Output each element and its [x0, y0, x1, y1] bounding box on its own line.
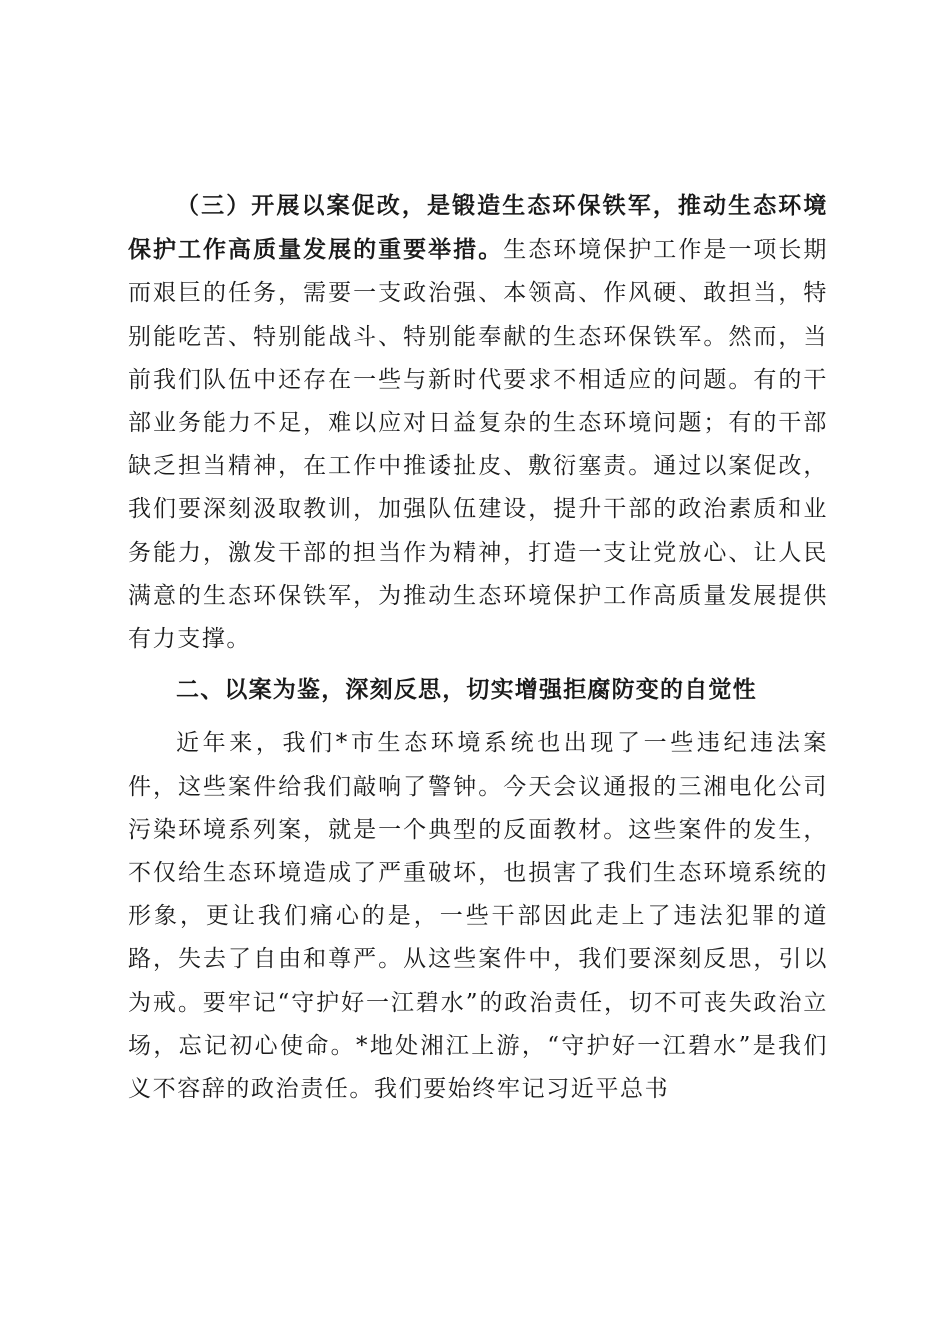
section-3-paragraph [128, 184, 828, 661]
section-2-heading: 二、以案为鉴，深刻反思，切实增强拒腐防变的自觉性 [176, 677, 757, 704]
document-body [128, 184, 828, 1111]
section-2-paragraph: 近年来，我们*市生态环境系统也出现了一些违纪违法案件，这些案件给我们敲响了警钟。今天会议通报的三湘电化公司污染环境系列案，就是一个典型的反面教材。这些案件的发生，不仅给生态环境造成了严重破坏，也损害了我们生态环境系统的形象，更让我们痛心的是，一些干部因此走上了违法犯罪的道路，失去了自由和尊严。从这些案件中，我们要深刻反思，引以为戒。要牢记“守护好一江碧水”的政治责任，切不可丧失政治立场，忘记初心使命。*地处湘江上游，“守护好一江碧水”是我们义不容辞的政治责任。我们要始终牢记习近平总书 [128, 730, 828, 1103]
section-3-bold-lead: （三）开展以案促改，是锻造生态环保铁军，推动生态环境保护工作高质量发展的重要举措。 [128, 192, 828, 264]
section-3-body-text: 生态环境保护工作是一项长期而艰巨的任务，需要一支政治强、本领高、作风硬、敢担当，特别能吃苦、特别能战斗、特别能奉献的生态环保铁军。然而，当前我们队伍中还存在一些与新时代要求不相适应的问题。有的干部业务能力不足，难以应对日益复杂的生态环境问题；有的干部缺乏担当精神，在工作中推诿扯皮、敷衍塞责。通过以案促改，我们要深刻汲取教训，加强队伍建设，提升干部的政治素质和业务能力，激发干部的担当作为精神，打造一支让党放心、让人民满意的生态环保铁军，为推动生态环境保护工作高质量发展提供有力支撑。 [128, 237, 828, 653]
